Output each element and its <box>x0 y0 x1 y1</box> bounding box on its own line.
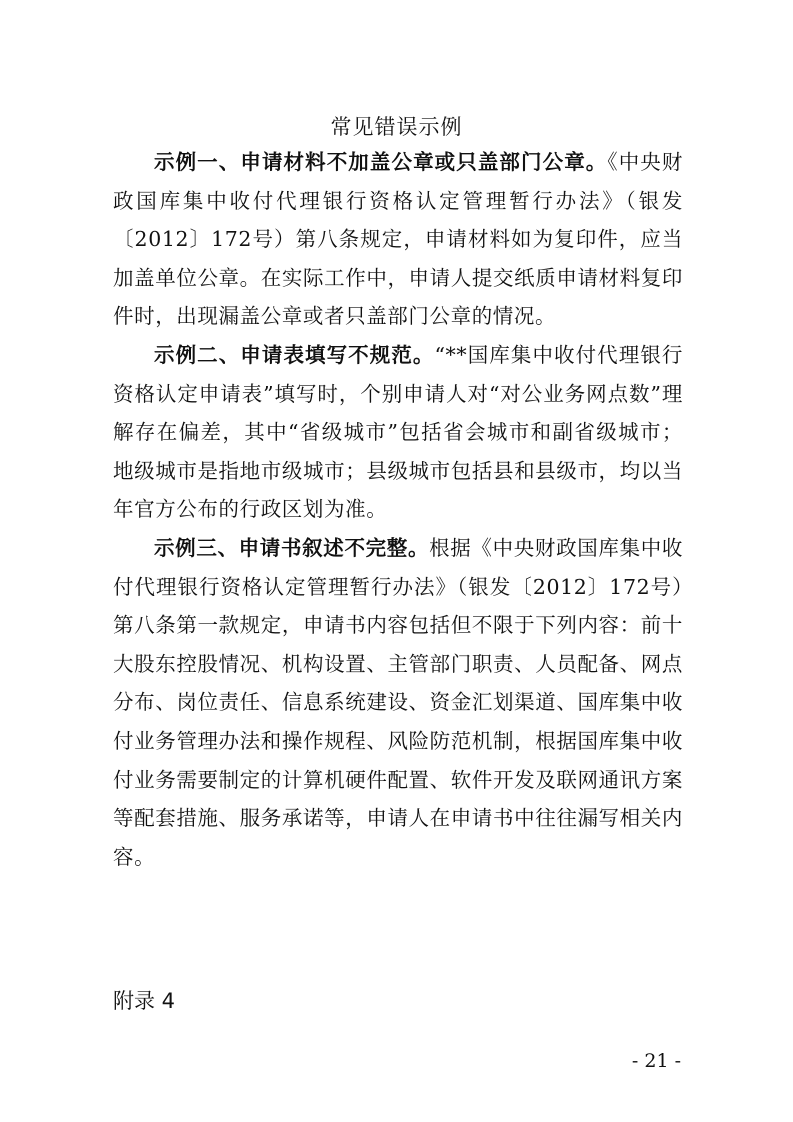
page-title: 常见错误示例 <box>330 115 463 139</box>
paragraph-text: “**国库集中收付代理银行资格认定申请表”填写时，个别申请人对“对公业务网点数”理解存在偏差，其中“省级城市”包括省会城市和副省级城市；地级城市是指地市级城市；县级城市包括县和县级市，均以当年官方公布的行政区划为准。 <box>113 342 683 522</box>
paragraph-example-3 <box>113 529 683 876</box>
paragraph-lead: 示例二、申请表填写不规范。 <box>154 342 435 367</box>
paragraph-text: 根据《中央财政国库集中收付代理银行资格认定管理暂行办法》（银发〔2012〕172号）第八条第一款规定，申请书内容包括但不限于下列内容：前十大股东控股情况、机构设置、主管部门职责、人员配备、网点分布、岗位责任、信息系统建设、资金汇划渠道、国库集中收付业务管理办法和操作规程、风险防范机制，根据国库集中收付业务需要制定的计算机硬件配置、软件开发及联网通讯方案等配套措施、服务承诺等，申请人在申请书中往往漏写相关内容。 <box>113 535 683 869</box>
page-number: - 21 - <box>631 1050 681 1072</box>
appendix-label: 附录 4 <box>113 989 176 1013</box>
paragraph-lead: 示例三、申请书叙述不完整。 <box>154 535 430 560</box>
paragraph-example-2 <box>113 336 683 529</box>
document-body <box>113 143 683 876</box>
paragraph-example-1 <box>113 143 683 336</box>
paragraph-text: 《中央财政国库集中收付代理银行资格认定管理暂行办法》（银发〔2012〕172号）第八条规定，申请材料如为复印件，应当加盖单位公章。在实际工作中，申请人提交纸质申请材料复印件时，出现漏盖公章或者只盖部门公章的情况。 <box>113 150 683 329</box>
paragraph-lead: 示例一、申请材料不加盖公章或只盖部门公章。 <box>154 150 608 174</box>
